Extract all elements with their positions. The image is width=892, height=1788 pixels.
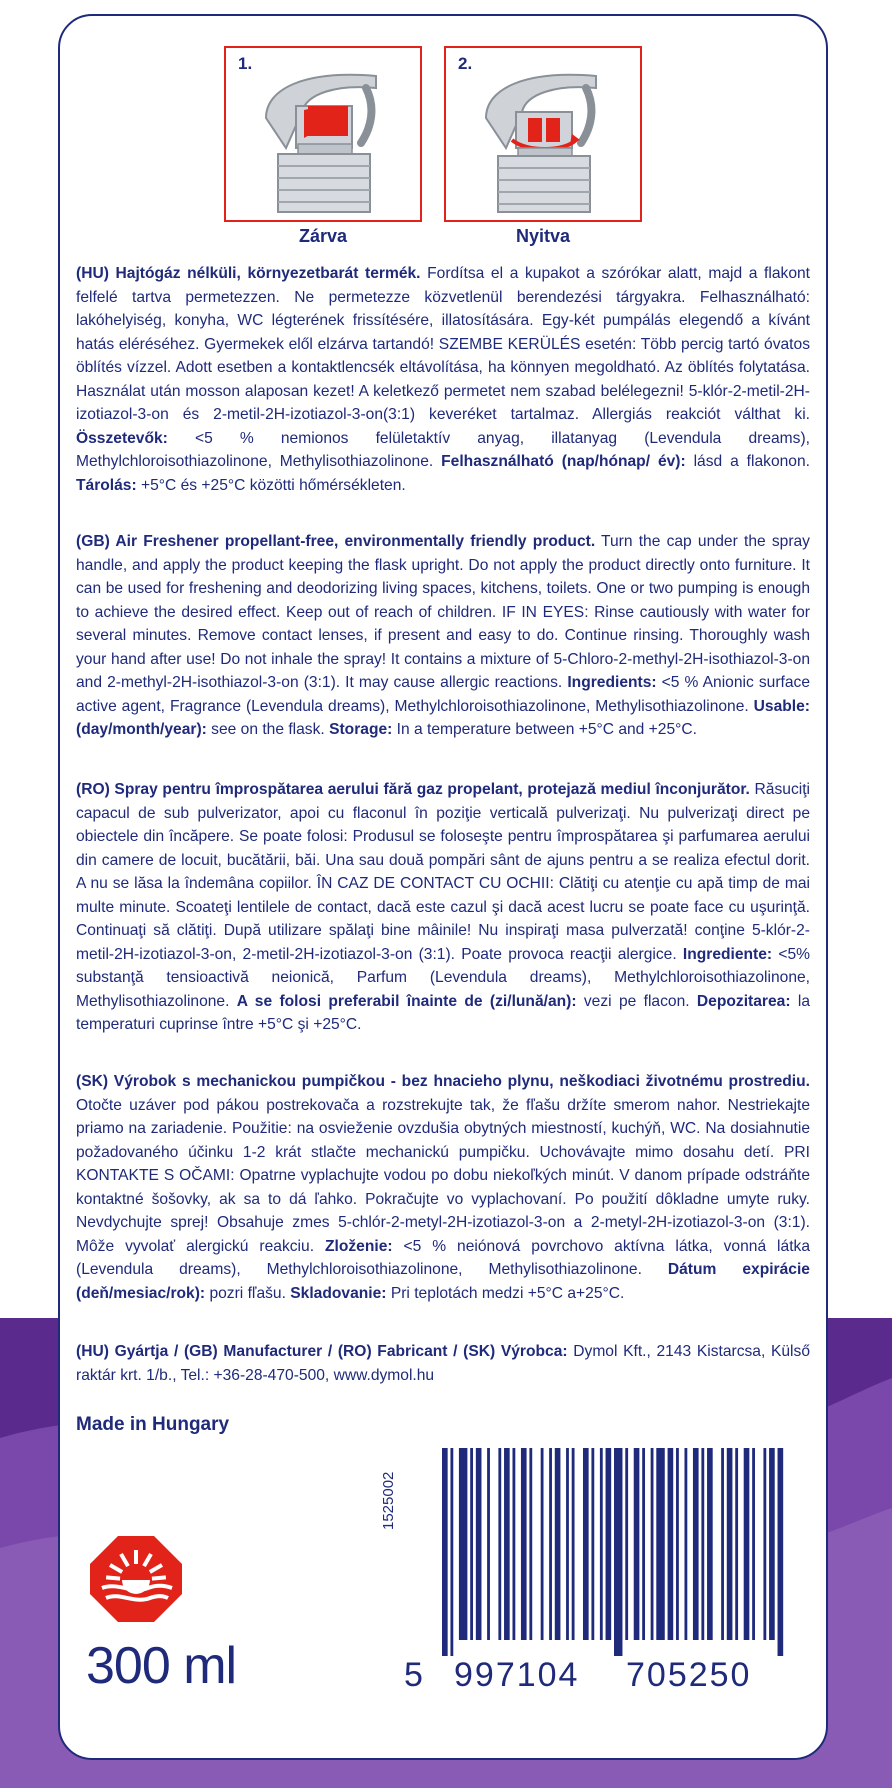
barcode-bar xyxy=(572,1448,575,1640)
barcode-bar xyxy=(529,1448,532,1640)
text-run: <5 % nemionos felületaktív anyag, illatanyag (Levendula dreams), Methylchloroisothiazolinone, Methylisothiazolinone. xyxy=(76,429,810,470)
step-closed-caption: Zárva xyxy=(298,226,348,246)
paragraph-ro xyxy=(76,778,810,1037)
bold-run: (RO) Spray pentru împrospătarea aerului fără gaz propelant, protejază mediul înconjurător. xyxy=(76,781,750,798)
step-open-caption: Nyitva xyxy=(515,226,571,246)
text-run: la temperaturi cuprinse între +5°C şi +25°C. xyxy=(76,992,810,1033)
barcode-bar xyxy=(778,1448,784,1656)
barcode-bar xyxy=(512,1448,515,1640)
barcode-bar xyxy=(651,1448,654,1640)
barcode-bar xyxy=(470,1448,473,1640)
bold-run: Skladovanie: xyxy=(290,1284,387,1302)
bold-run: (HU) Hajtógáz nélküli, környezetbarát termék. xyxy=(76,265,421,282)
text-run: <5% substanţă tensioactivă neionică, Parfum (Levendula dreams), Methylchloroisothiazolinone, Methylisothiazolinone. xyxy=(76,945,810,1010)
barcode-first-digit: 5 xyxy=(404,1656,423,1694)
bold-run: Ingredients: xyxy=(567,674,657,691)
text-run: In a temperature between +5°C and +25°C. xyxy=(392,721,697,738)
bold-run: A se folosi preferabil înainte de (zi/lună/an): xyxy=(236,992,577,1010)
text-run: Dymol Kft., 2143 Kistarcsa, Külső raktár krt. 1/b., Tel.: +36-28-470-500, www.dymol.hu xyxy=(76,1343,810,1384)
bold-run: Zloženie: xyxy=(324,1237,393,1255)
barcode-bar xyxy=(591,1448,594,1640)
barcode-bar xyxy=(541,1448,544,1640)
bold-run: Usable: (day/month/year): xyxy=(76,697,810,738)
made-in-label: Made in Hungary xyxy=(76,1414,230,1435)
sun-wave-logo-icon xyxy=(88,1534,184,1624)
bold-run: Felhasználható (nap/hónap/ év): xyxy=(441,453,686,470)
trigger-sprayer-closed-icon xyxy=(226,48,420,220)
barcode-bar xyxy=(769,1448,775,1640)
barcode-bar xyxy=(625,1448,628,1640)
barcode-bar xyxy=(614,1448,622,1656)
barcode-bar xyxy=(555,1448,561,1640)
text-run: Turn the cap under the spray handle, and apply the product keeping the flask upright. Do not apply the product directly onto furniture. It can be used for freshening and deodorizing living spaces, kitchens, toilets. One or two pumping is enough to achieve the desired effect. Keep out of reach of children. IF IN EYES: Rinse cautiously with water for several minutes. Remove contact lenses, if present and easy to do. Continue rinsing. Thoroughly wash your hand after use! Do not inhale the spray! It contains a mixture of 5-Chloro-2-methyl-2H-isothiazol-3-on and 2-methyl-2H-isothiazol-3-on (3:1). It may cause allergic reactions. xyxy=(76,533,810,691)
text-run: +5°C és +25°C közötti hőmérsékleten. xyxy=(136,476,406,494)
bold-run: Storage: xyxy=(329,721,393,738)
barcode-bar xyxy=(583,1448,589,1640)
barcode-bar xyxy=(566,1448,569,1640)
barcode-bar xyxy=(727,1448,733,1640)
barcode-left-group: 997104 xyxy=(454,1656,580,1694)
barcode-bar xyxy=(752,1448,755,1640)
barcode-bar xyxy=(693,1448,699,1640)
text-run: Fordítsa el a kupakot a szórókar alatt, majd a flakont felfelé tartva permetezzen. Ne permetezze közvetlenül berendezési tárgyakra. Felhasználható: lakóhelyiség, konyha, WC légterének frissítésére, illatosítására. Egy-két pumpálás elegendő a kívánt hatás eléréséhez. Gyermekek elől elzárva tartandó! SZEMBE KERÜLÉS esetén: Több percig tartó óvatos öblítés vízzel. Adott esetben a kontaktlencsék eltávolítása, ha könnyen megoldható. Az öblítés folytatása. Használat után mosson alaposan kezet! A keletkező permetet nem szabad belélegezni! 5-klór-2-metil-2H-izotiazol-3-on és 2-metil-2H-izotiazol-3-on(3:1) keveréket tartalmaz. Allergiás reakciót válthat ki. xyxy=(76,265,810,423)
barcode-bar xyxy=(450,1448,453,1656)
barcode-bar xyxy=(487,1448,490,1640)
barcode-bar xyxy=(498,1448,501,1640)
text-run: pozri fľašu. xyxy=(205,1284,291,1302)
barcode-bar xyxy=(521,1448,527,1640)
step-number: 1. xyxy=(238,54,253,73)
text-run: <5 % neiónová povrchovo aktívna látka, vonná látka (Levendula dreams), Methylchloroisothiazolinone, Methylisothiazolinone. xyxy=(76,1237,810,1278)
barcode-bar xyxy=(504,1448,510,1640)
barcode-bar xyxy=(476,1448,482,1640)
barcode-bar xyxy=(744,1448,750,1640)
bold-run: Tárolás: xyxy=(76,476,137,494)
barcode-bar xyxy=(459,1448,467,1640)
step-open-box xyxy=(444,46,642,222)
bold-run: Dátum expirácie (deň/mesiac/rok): xyxy=(76,1261,810,1302)
text-run: <5 % Anionic surface active agent, Fragrance (Levendula dreams), Methylchloroisothiazolinone, Methylisothiazolinone. xyxy=(76,674,810,715)
barcode-bar xyxy=(634,1448,640,1640)
text-run: Pri teplotách medzi +5°C a+25°C. xyxy=(386,1284,625,1302)
bold-run: (GB) Air Freshener propellant-free, environmentally friendly product. xyxy=(76,533,596,550)
paragraph-manufacturer xyxy=(76,1340,810,1387)
barcode-bar xyxy=(684,1448,687,1640)
barcode-bar xyxy=(600,1448,603,1640)
text-run: Răsuciţi capacul de sub pulverizator, apoi cu flaconul în poziţie verticală pulverizaţi. Nu pulverizaţi direct pe obiectele din încăpere. Se poate folosi: Produsul se foloseşte pentru împrospătarea şi parfumarea aerului din camere de locuit, bucătării, băi. Una sau două pompări sânt de ajuns pentru a se realiza efectul dorit. A nu se lăsa la îndemâna copiilor. ÎN CAZ DE CONTACT CU OCHII: Clătiţi cu atenţie cu apă timp de mai multe minute. Scoateţi lentilele de contact, dacă este cazul şi dacă acest lucru se poate face cu uşurinţă. Continuaţi să clătiţi. După utilizare spălaţi bine mâinile! Nu inspiraţi masa pulverzată! conţine 5-klór-2-metil-2H-izotiazol-3-on, 2-metil-2H-izotiazol-3-on (3:1). Poate provoca reacţii alergice. xyxy=(76,781,811,963)
barcode-bar xyxy=(721,1448,724,1640)
bold-run: (SK) Výrobok s mechanickou pumpičkou - bez hnacieho plynu, neškodiaci životnému prostrediu. xyxy=(76,1073,810,1090)
bold-run: Depozitarea: xyxy=(696,992,798,1010)
text-run: see on the flask. xyxy=(206,721,330,738)
step-number: 2. xyxy=(458,54,473,73)
barcode-right-group: 705250 xyxy=(626,1656,752,1694)
paragraph-gb xyxy=(76,530,810,742)
barcode-bar xyxy=(763,1448,766,1640)
bold-run: Összetevők: xyxy=(76,429,168,447)
barcode-bar xyxy=(442,1448,448,1656)
volume-label: 300 ml xyxy=(86,1637,237,1695)
paragraph-hu xyxy=(76,262,810,497)
bold-run: Ingrediente: xyxy=(682,945,773,963)
product-code: 1525002 xyxy=(380,1471,397,1530)
barcode-bar xyxy=(676,1448,679,1640)
paragraph-sk xyxy=(76,1070,810,1305)
trigger-sprayer-open-icon xyxy=(446,48,640,220)
barcode-bar xyxy=(642,1448,645,1640)
text-run: vezi pe flacon. xyxy=(576,992,697,1010)
barcode-bar xyxy=(707,1448,713,1640)
text-run: Otočte uzáver pod pákou postrekovača a rozstrekujte tak, že fľašu držíte smerom nahor. Nestriekajte priamo na zariadenie. Použitie: na osvieženie ovzdušia obytných miestností, kuchýň, WC. Na dosiahnutie požadovaného účinku 1-2 krát stlačte mechanickú pumpičku. Uchovávajte mimo dosahu detí. PRI KONTAKTE S OČAMI: Opatrne vyplachujte vodou po dobu niekoľkých minút. V danom prípade odstráňte kontaktné šošovky, ak sa to dá ľahko. Pokračujte vo vyplachovaní. Po použití dôkladne umyte ruky. Nevdychujte sprej! Obsahuje zmes 5-chlór-2-metyl-2H-izotiazol-3-on a 2-metyl-2H-izotiazol-3-on (3:1). Môže vyvolať alergickú reakciu. xyxy=(76,1096,810,1255)
text-run: lásd a flakonon. xyxy=(685,453,810,470)
barcode-bar xyxy=(735,1448,738,1640)
barcode-bar xyxy=(668,1448,674,1640)
barcode-bar xyxy=(701,1448,704,1640)
barcode-bar xyxy=(549,1448,552,1640)
barcode-bar xyxy=(656,1448,664,1640)
barcode-bar xyxy=(606,1448,612,1640)
step-closed-box xyxy=(224,46,422,222)
bold-run: (HU) Gyártja / (GB) Manufacturer / (RO) Fabricant / (SK) Výrobca: xyxy=(76,1343,568,1360)
barcode xyxy=(442,1448,786,1656)
